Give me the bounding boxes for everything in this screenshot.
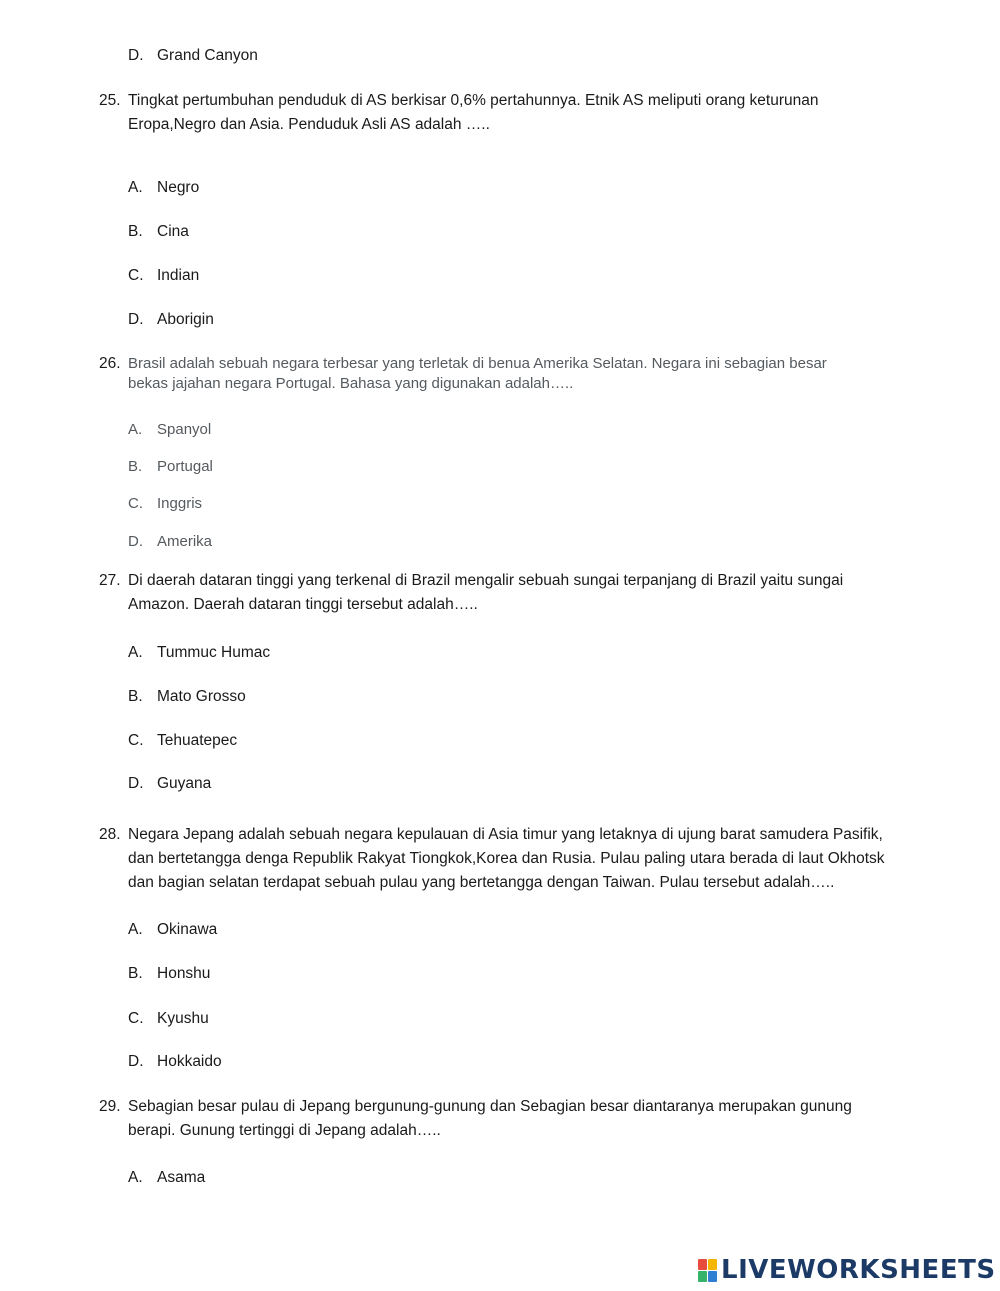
option-letter: A. [128, 179, 143, 196]
logo-mark-icon [698, 1259, 717, 1282]
option-letter: D. [128, 533, 143, 550]
option-a[interactable] [128, 418, 211, 442]
question-text-line: Di daerah dataran tinggi yang terkenal di Brazil mengalir sebuah sungai terpanjang di Brazil yaitu sungai [128, 572, 844, 589]
question-text-line: bekas jajahan negara Portugal. Bahasa yang digunakan adalah….. [128, 375, 574, 392]
option-letter: A. [128, 921, 143, 938]
logo-square [698, 1271, 707, 1282]
logo-square [698, 1259, 707, 1270]
option-c[interactable] [128, 492, 202, 516]
question-number: 25. [99, 92, 121, 109]
option-text: Spanyol [157, 421, 212, 438]
option-b[interactable] [128, 685, 246, 709]
option-text: Grand Canyon [157, 47, 258, 64]
option-text: Guyana [157, 775, 212, 792]
option-letter: C. [128, 495, 143, 512]
option-c[interactable] [128, 264, 199, 288]
option-a[interactable] [128, 641, 270, 665]
option-text: Negro [157, 179, 200, 196]
option-c[interactable] [128, 729, 237, 753]
option-letter: C. [128, 1010, 144, 1027]
option-text: Cina [157, 223, 189, 240]
option-text: Hokkaido [157, 1053, 222, 1070]
prev-option-d[interactable] [128, 44, 258, 68]
option-letter: A. [128, 1169, 143, 1186]
question-text-line: Tingkat pertumbuhan penduduk di AS berkisar 0,6% pertahunnya. Etnik AS meliputi orang keturunan [128, 92, 819, 109]
question-text-line: Negara Jepang adalah sebuah negara kepulauan di Asia timur yang letaknya di ujung barat samudera Pasifik, [128, 826, 883, 843]
option-text: Aborigin [157, 311, 214, 328]
question-text-line: Amazon. Daerah dataran tinggi tersebut adalah….. [128, 596, 478, 613]
option-text: Honshu [157, 965, 211, 982]
option-text: Indian [157, 267, 200, 284]
option-d[interactable] [128, 308, 214, 332]
option-letter: C. [128, 267, 144, 284]
option-letter: D. [128, 1053, 144, 1070]
logo-square [708, 1259, 717, 1270]
option-letter: C. [128, 732, 144, 749]
option-b[interactable] [128, 455, 213, 479]
option-b[interactable] [128, 220, 189, 244]
option-letter: D. [128, 311, 144, 328]
question-text-line: dan bagian selatan terdapat sebuah pulau yang bertetangga dengan Taiwan. Pulau tersebut adalah….. [128, 874, 835, 891]
option-letter: A. [128, 421, 143, 438]
option-letter: A. [128, 644, 143, 661]
option-text: Inggris [157, 495, 203, 512]
liveworksheets-logo[interactable] [698, 1253, 996, 1287]
logo-text: LIVEWORKSHEETS [721, 1255, 996, 1285]
question-text-line: berapi. Gunung tertinggi di Jepang adalah….. [128, 1122, 441, 1139]
option-c[interactable] [128, 1007, 209, 1031]
option-text: Tummuc Humac [157, 644, 271, 661]
question-number: 29. [99, 1098, 121, 1115]
option-text: Asama [157, 1169, 206, 1186]
option-b[interactable] [128, 962, 210, 986]
question-text-line: Sebagian besar pulau di Jepang bergunung-gunung dan Sebagian besar diantaranya merupakan gunung [128, 1098, 852, 1115]
option-letter: B. [128, 965, 143, 982]
option-letter: B. [128, 223, 143, 240]
option-text: Mato Grosso [157, 688, 246, 705]
option-d[interactable] [128, 530, 212, 554]
option-a[interactable] [128, 1166, 205, 1190]
question-number: 26. [99, 355, 121, 372]
option-letter: D. [128, 775, 144, 792]
option-d[interactable] [128, 1050, 222, 1074]
option-letter: B. [128, 458, 143, 475]
option-text: Kyushu [157, 1010, 209, 1027]
question-text-line: Brasil adalah sebuah negara terbesar yang terletak di benua Amerika Selatan. Negara ini sebagian besar [128, 355, 827, 372]
question-number: 27. [99, 572, 121, 589]
option-letter: D. [128, 47, 144, 64]
option-a[interactable] [128, 176, 199, 200]
question-number: 28. [99, 826, 121, 843]
question-text-line: dan bertetangga denga Republik Rakyat Tiongkok,Korea dan Rusia. Pulau paling utara berada di laut Okhotsk [128, 850, 885, 867]
question-text-line: Eropa,Negro dan Asia. Penduduk Asli AS adalah ….. [128, 116, 490, 133]
option-d[interactable] [128, 772, 211, 796]
logo-square [708, 1271, 717, 1282]
option-letter: B. [128, 688, 143, 705]
option-text: Okinawa [157, 921, 218, 938]
option-text: Amerika [157, 533, 213, 550]
option-text: Portugal [157, 458, 213, 475]
option-text: Tehuatepec [157, 732, 238, 749]
option-a[interactable] [128, 918, 217, 942]
